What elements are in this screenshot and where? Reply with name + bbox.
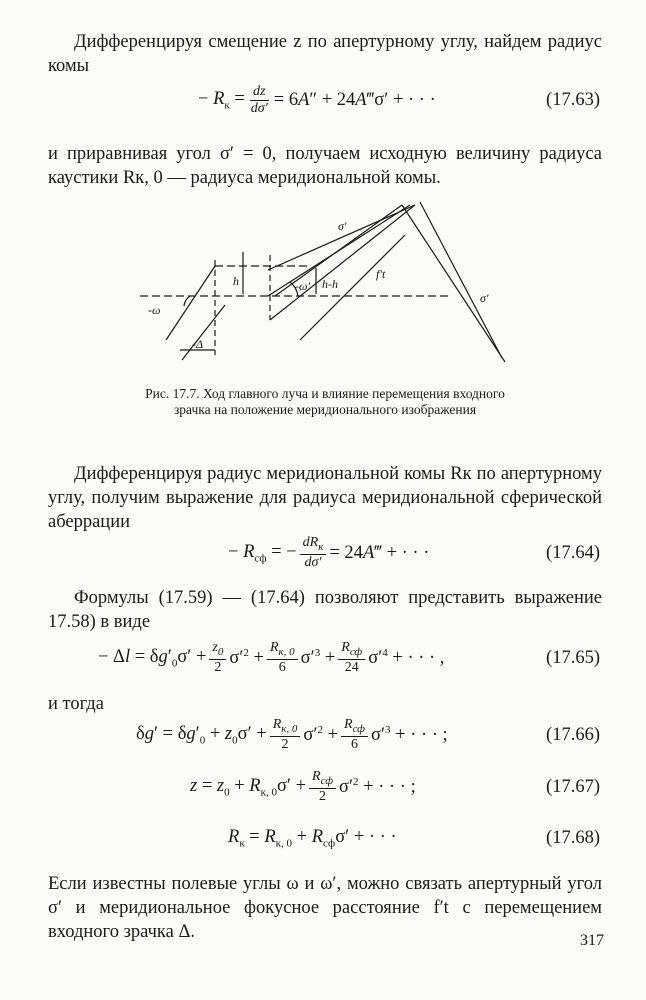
equation-17-65-body: − $\Delta l = \delta g'_0\sigma'$ + $\frac{z_0}{2}$ $\sigma'^2$ + $\frac{R_{к, 0}}{6}$ $\sigma'^3$ + $\frac{R_{сф}}{24}$ $\sigma'^4$ + · · · , <box>98 639 445 676</box>
label-f-t: f′t <box>376 267 386 281</box>
label-minus-omega-prime: -ω′ <box>295 279 311 293</box>
paragraph-spherical-aberration: Дифференцируя радиус меридиональной комы Rк по апертурному углу, получим выражение для радиуса меридиональной сферической аберрации <box>48 464 602 532</box>
equation-17-64 <box>48 533 602 573</box>
incoming-ray-left-2 <box>182 305 225 360</box>
label-h-minus-h: h-h <box>322 277 338 291</box>
figure-17-7 <box>130 190 530 380</box>
equation-17-66-number: (17.66) <box>546 724 600 745</box>
equation-17-68-number: (17.68) <box>546 827 600 848</box>
equation-17-66-body: $\delta g' = \delta g'_0 + z_0\sigma'$ + $\frac{R_{к, 0}}{2}$ $\sigma'^2$ + $\frac{R_{сф}}{6}$ $\sigma'^3$ + · · · ; <box>136 716 448 753</box>
label-minus-omega: -ω <box>148 303 161 317</box>
equation-17-63 <box>48 80 602 120</box>
equation-17-67-number: (17.67) <box>546 776 600 797</box>
page-number: 317 <box>580 932 604 949</box>
equation-17-63-number: (17.63) <box>546 89 600 110</box>
paragraph-then: и тогда <box>48 694 104 714</box>
equation-17-68-body: $R_к = R_{к, 0} + R_{сф}\sigma'$ + · · · <box>228 826 397 850</box>
incoming-ray-left <box>166 266 215 340</box>
ray-right-1 <box>402 205 505 362</box>
label-h: h <box>233 274 239 288</box>
equation-17-65 <box>48 638 602 678</box>
equation-17-67 <box>48 767 602 807</box>
ray-right-2 <box>420 202 502 358</box>
paragraph-field-angles: Если известны полевые углы ω и ω′, можно связать апертурный угол σ′ и меридиональное фокусное расстояние f′t с перемещением входного зрачка Δ. <box>48 874 602 942</box>
paragraph-caustic-radius: и приравнивая угол σ′ = 0, получаем исходную величину радиуса каустики Rк, 0 — радиуса меридиональной комы. <box>48 144 602 188</box>
label-sigma-top: σ′ <box>338 219 347 233</box>
paragraph-coma-radius-intro: Дифференцируя смещение z по апертурному углу, найдем радиус комы <box>48 32 602 76</box>
paragraph-formulas: Формулы (17.59) — (17.64) позволяют представить выражение 17.58) в виде <box>48 588 602 632</box>
equation-17-63-body: − $R_к$ = $\frac{dz}{d\sigma'}$ = 6A″ + 24A‴σ′ + · · · <box>198 83 436 116</box>
equation-17-68 <box>48 818 602 858</box>
equation-17-64-number: (17.64) <box>546 542 600 563</box>
equation-17-67-body: $z = z_0 + R_{к, 0}\sigma'$ + $\frac{R_{сф}}{2}$ $\sigma'^2$ + · · · ; <box>190 768 416 805</box>
ray-upper <box>268 205 415 270</box>
equation-17-66 <box>48 715 602 755</box>
figure-17-7-diagram <box>130 190 530 380</box>
label-sigma-right: σ′ <box>480 291 489 305</box>
equation-17-65-number: (17.65) <box>546 647 600 668</box>
equation-17-64-body: − $R_{сф}$ = − $\frac{dR_к}{d\sigma'}$ = 24A‴ + · · · <box>228 534 430 571</box>
figure-caption: Рис. 17.7. Ход главного луча и влияние перемещения входного зрачка на положение меридионального изображения <box>145 386 505 417</box>
label-minus-delta: -Δ <box>192 337 204 351</box>
